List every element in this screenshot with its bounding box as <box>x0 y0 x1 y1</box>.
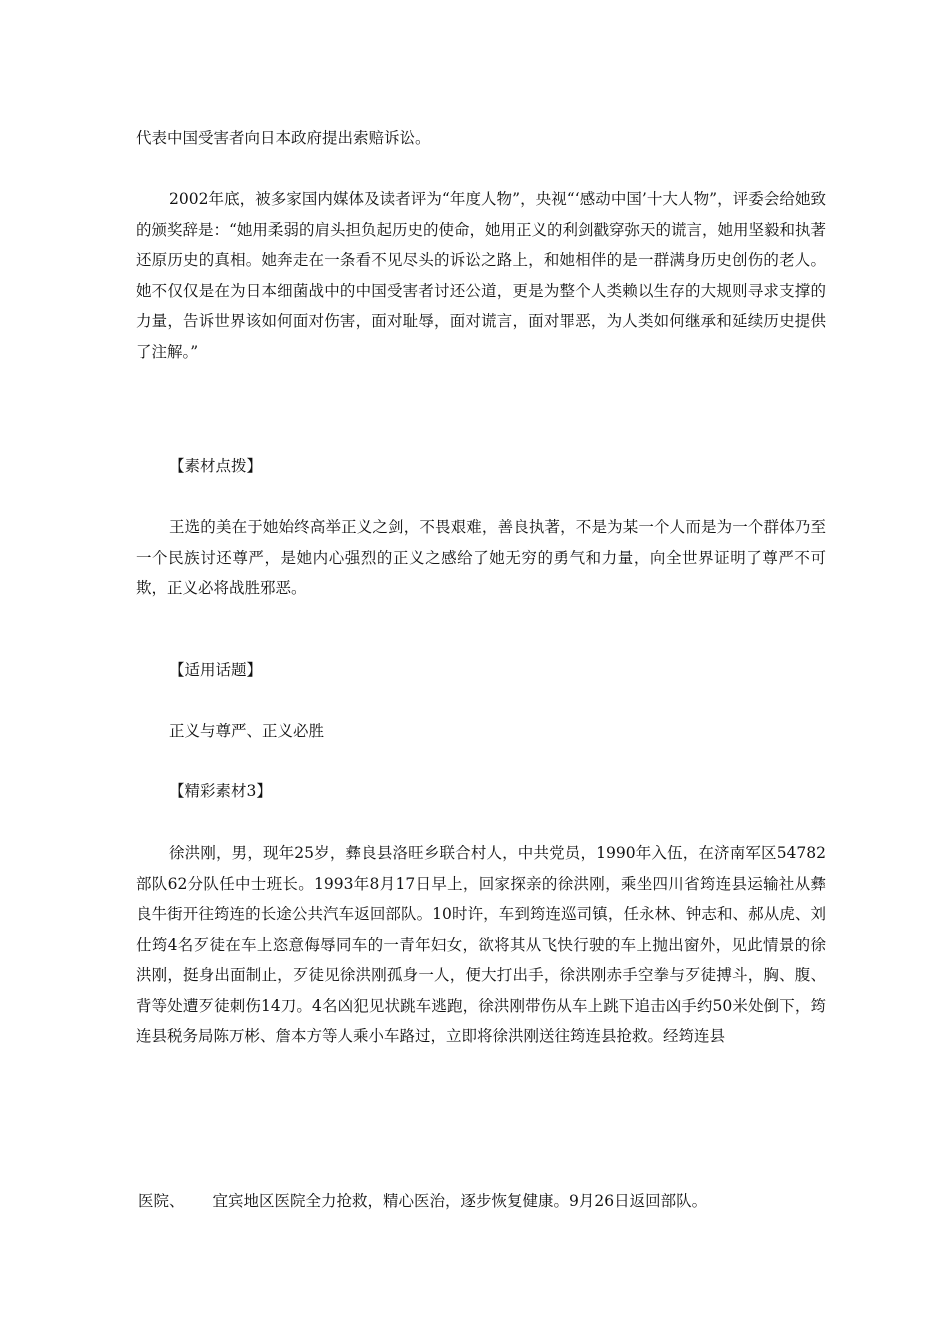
heading-applicable-topics: 【适用话题】 <box>169 661 263 679</box>
paragraph-intro: 代表中国受害者向日本政府提出索赔诉讼。 <box>136 129 431 147</box>
paragraph-closing-line <box>138 1186 838 1216</box>
paragraph-award: 2002年底，被多家国内媒体及读者评为“年度人物”，央视“‘感动中国’十大人物”，评委会给她致的颁奖辞是：“她用柔弱的肩头担负起历史的使命，她用正义的利剑戳穿弥天的谎言，她用坚毅和执著还原历史的真相。她奔走在一条看不见尽头的诉讼之路上，和她相伴的是一群满身历史创伤的老人。她不仅仅是在为日本细菌战中的中国受害者讨还公道，更是为整个人类赖以生存的大规则寻求支撑的力量，告诉世界该如何面对伤害，面对耻辱，面对谎言，面对罪恶，为人类如何继承和延续历史提供了注解。” <box>136 190 826 361</box>
heading-material-notes: 【素材点拨】 <box>169 457 263 475</box>
closing-line-part2: 宜宾地区医院全力抢救，精心医治，逐步恢复健康。9月26日返回部队。 <box>212 1192 708 1210</box>
paragraph-xu-honggang: 徐洪刚，男，现年25岁，彝良县洛旺乡联合村人，中共党员，1990年入伍，在济南军区54782部队62分队任中士班长。1993年8月17日早上，回家探亲的徐洪刚，乘坐四川省筠连县运输社从彝良牛街开往筠连的长途公共汽车返回部队。10时许，车到筠连巡司镇，任永林、钟志和、郝从虎、刘仕筠4名歹徒在车上恣意侮辱同车的一青年妇女，欲将其从飞快行驶的车上抛出窗外，见此情景的徐洪刚，挺身出面制止，歹徒见徐洪刚孤身一人，便大打出手，徐洪刚赤手空拳与歹徒搏斗，胸、腹、背等处遭歹徒刺伤14刀。4名凶犯见状跳车逃跑，徐洪刚带伤从车上跳下追击凶手约50米处倒下，筠连县税务局陈万彬、詹本方等人乘小车路过，立即将徐洪刚送往筠连县抢救。经筠连县 <box>136 844 826 1045</box>
paragraph-analysis: 王选的美在于她始终高举正义之剑，不畏艰难，善良执著，不是为某一个人而是为一个群体乃至一个民族讨还尊严，是她内心强烈的正义之感给了她无穷的勇气和力量，向全世界证明了尊严不可欺，正义必将战胜邪恶。 <box>136 518 826 597</box>
topics-text: 正义与尊严、正义必胜 <box>169 722 325 740</box>
heading-material-3: 【精彩素材3】 <box>169 782 272 800</box>
closing-line-part1: 医院、 <box>138 1192 185 1210</box>
